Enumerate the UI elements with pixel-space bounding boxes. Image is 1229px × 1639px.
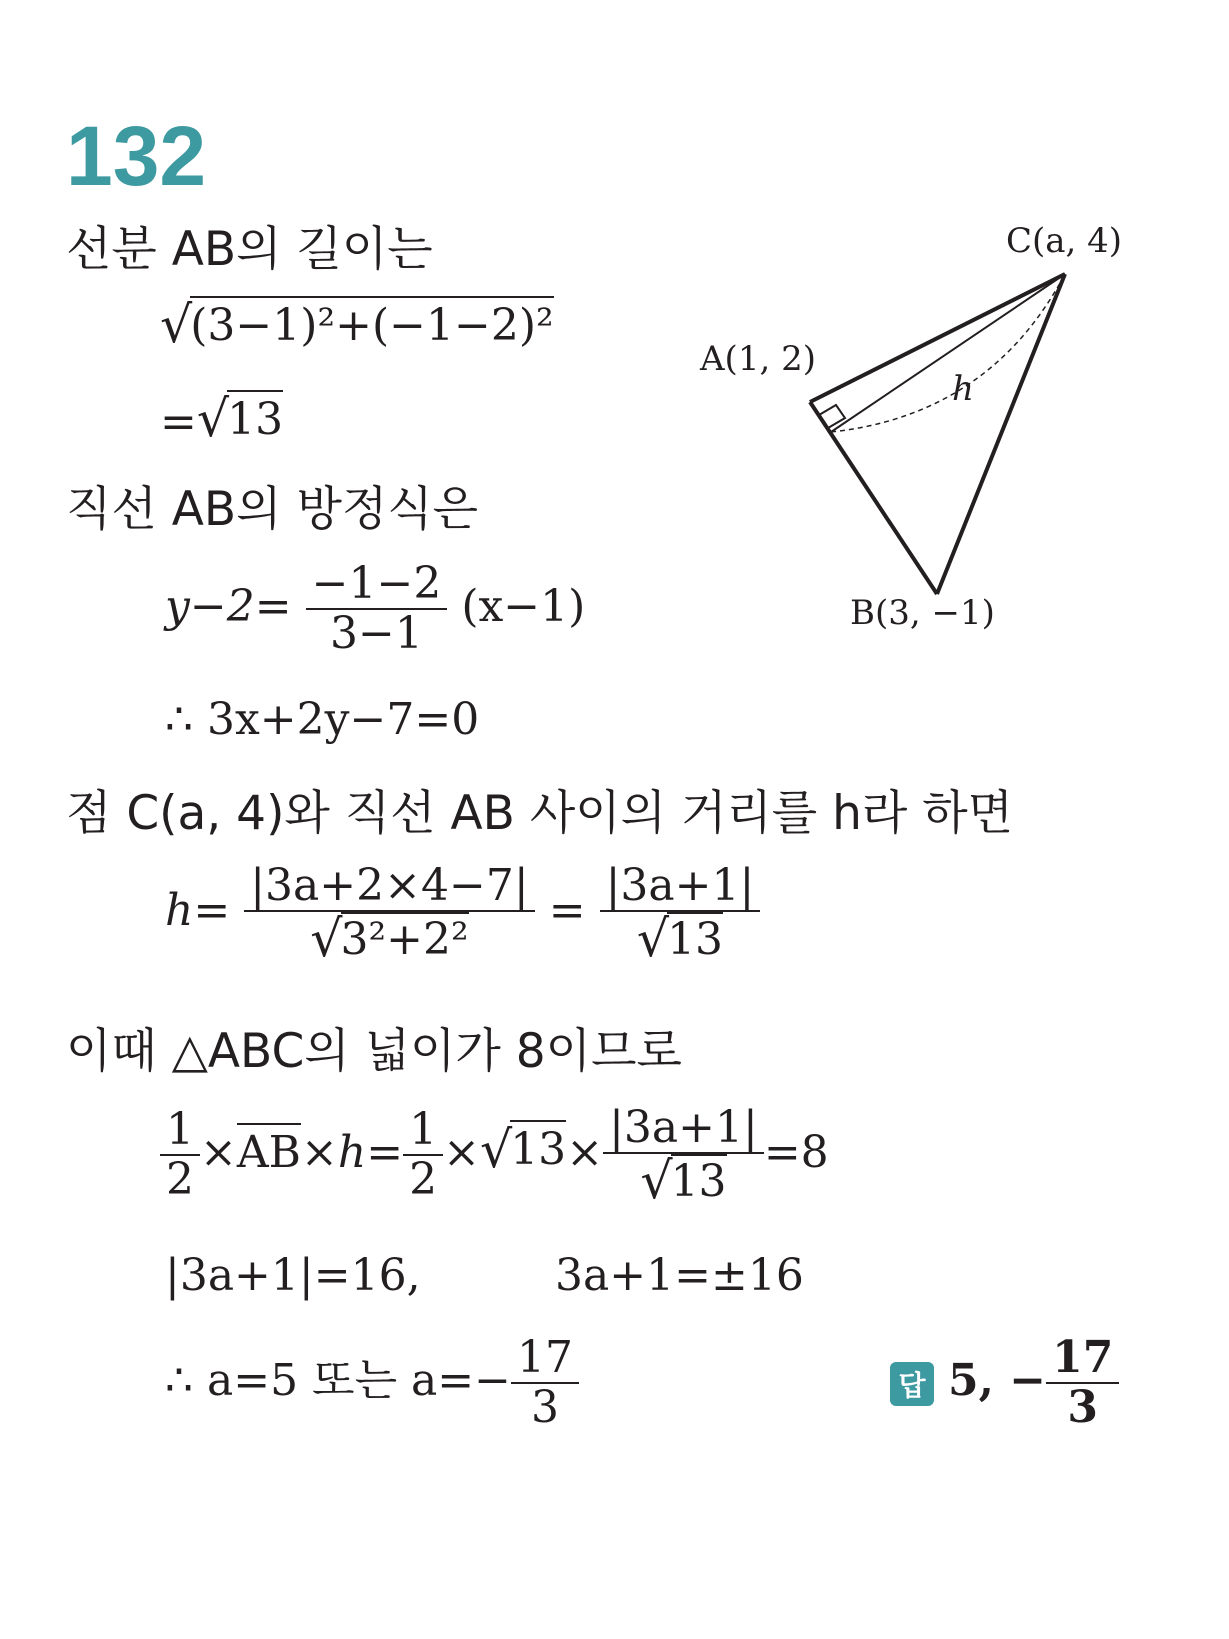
lhs: h= [165, 884, 231, 936]
denominator: 13 [670, 1156, 727, 1208]
numerator: 17 [511, 1334, 579, 1384]
denominator: 2 [409, 1154, 438, 1206]
times: × [200, 1126, 237, 1178]
numerator: |3a+1| [600, 862, 761, 912]
fraction-distance1: |3a+2×4−7| √ 3²+2² [244, 862, 534, 965]
numerator: |3a+1| [603, 1104, 764, 1154]
altitude-h [831, 274, 1065, 432]
times: × [443, 1126, 480, 1178]
label-b: B(3, −1) [850, 593, 995, 633]
times-h: ×h= [300, 1126, 404, 1178]
answer [890, 1334, 1119, 1433]
times: × [566, 1126, 604, 1178]
expr-line-general: ∴ 3x+2y−7=0 [165, 694, 480, 745]
fraction-area: |3a+1| √ 13 [603, 1104, 764, 1207]
denominator: 3 [1067, 1382, 1099, 1434]
numerator: |3a+2×4−7| [244, 862, 534, 912]
side-bc [937, 274, 1065, 594]
text-distance: 점 C(a, 4)와 직선 AB 사이의 거리를 h라 하면 [66, 786, 1014, 841]
expr-pm-eq: 3a+1=±16 [555, 1250, 804, 1301]
expr-area: $\frac{1}{2}$ ×AB×h= $\frac{1}{2}$ × √ 13 × |3a+1| √ 13 =8 [160, 1104, 829, 1207]
numerator: 1 [403, 1106, 443, 1156]
rhs: (x−1) [461, 580, 586, 632]
equals: = [160, 396, 197, 448]
radicand: 13 [510, 1120, 566, 1175]
triangle-diagram [690, 210, 1170, 650]
numerator: 1 [160, 1106, 200, 1156]
answer-badge: 답 [890, 1362, 934, 1406]
problem-number: 132 [66, 109, 207, 203]
equals: = [548, 884, 586, 936]
expr-sqrt13: = √ 13 [160, 389, 284, 449]
answer-value: 5, − [948, 1354, 1047, 1406]
text-segment-length: 선분 AB의 길이는 [66, 222, 433, 277]
radicand: 13 [227, 390, 283, 445]
side-ac [810, 274, 1065, 402]
denominator: 3²+2² [340, 914, 469, 966]
lhs: y−2= [165, 580, 292, 632]
expr-abs-eq: |3a+1|=16, [165, 1250, 421, 1301]
segment-ab: AB [237, 1123, 301, 1178]
result-text: ∴ a=5 또는 a=− [165, 1354, 512, 1406]
text-line-equation: 직선 AB의 방정식은 [66, 482, 479, 537]
denominator: 2 [166, 1154, 194, 1206]
expr-point-slope [165, 560, 585, 659]
fraction-distance2: |3a+1| √ 13 [600, 862, 761, 965]
numerator: 17 [1046, 1334, 1119, 1384]
radicand: (3−1)²+(−1−2)² [190, 296, 553, 351]
answer-fraction [1046, 1334, 1119, 1433]
fraction-slope [306, 560, 448, 659]
text-area: 이때 △ABC의 넓이가 8이므로 [66, 1024, 682, 1079]
label-c: C(a, 4) [1006, 221, 1123, 261]
expr-distance [165, 860, 760, 969]
label-a: A(1, 2) [700, 339, 816, 379]
fraction-17-3 [511, 1334, 579, 1433]
denominator: 3−1 [330, 608, 423, 660]
expr-segment-length: √ (3−1)²+(−1−2)² [160, 295, 554, 355]
equals-eight: =8 [763, 1126, 829, 1178]
expr-result [165, 1334, 579, 1433]
fraction-half2 [403, 1106, 443, 1205]
denominator: 13 [667, 914, 724, 966]
denominator: 3 [531, 1382, 560, 1434]
fraction-half [160, 1106, 200, 1205]
numerator: −1−2 [306, 560, 448, 610]
label-h: h [952, 369, 974, 409]
side-ab [810, 402, 937, 594]
